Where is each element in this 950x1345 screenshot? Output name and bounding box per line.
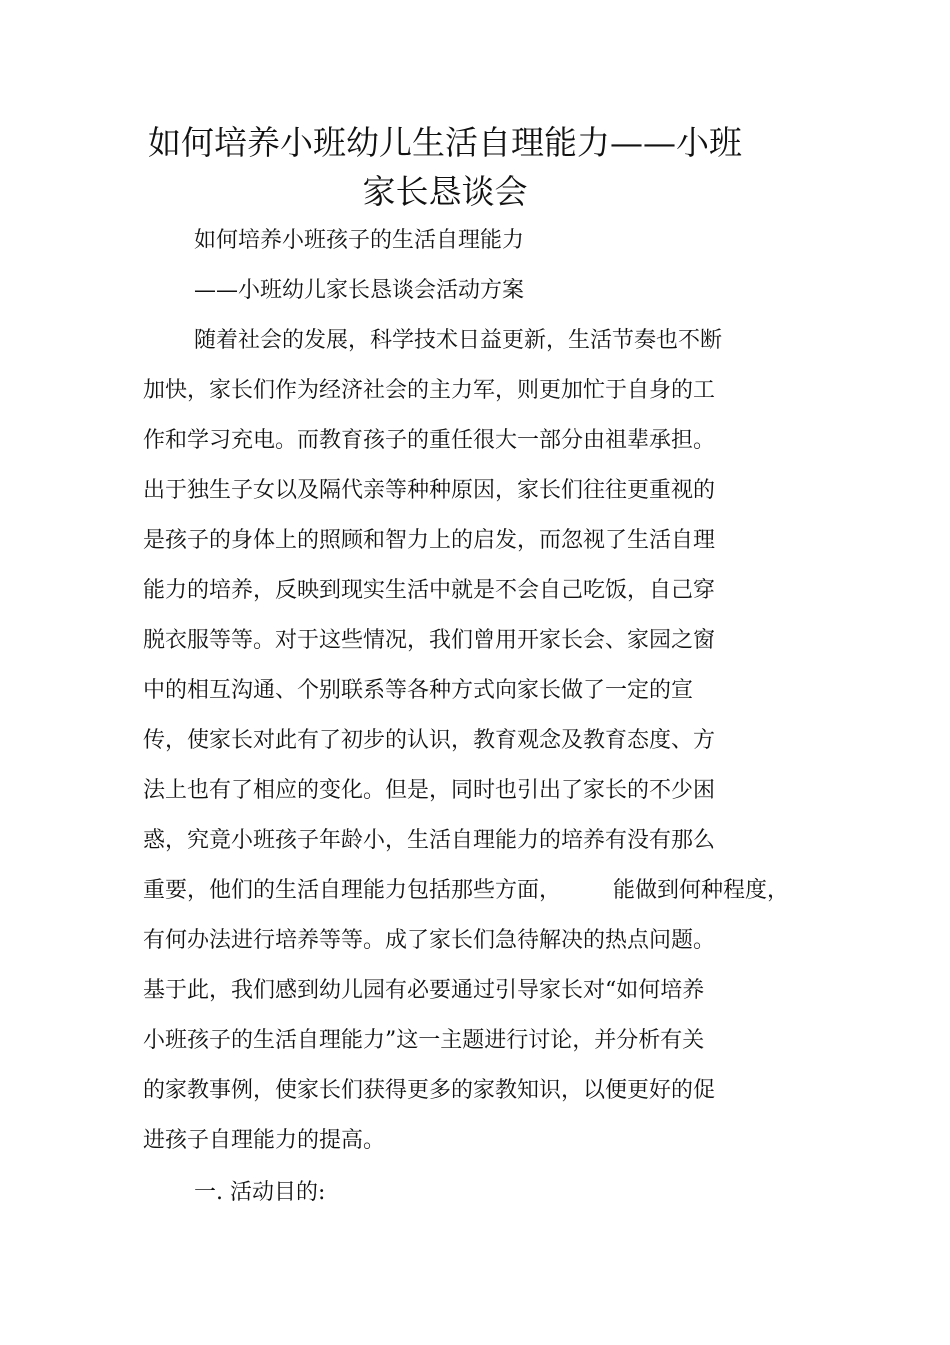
document-title-line-1: 如何培养小班幼儿生活自理能力——小班 xyxy=(148,123,742,162)
subtitle-line-1: 如何培养小班孩子的生活自理能力 xyxy=(194,228,525,253)
body-paragraph-line: 随着社会的发展，科学技术日益更新，生活节奏也不断 xyxy=(194,328,723,353)
body-paragraph-line: 惑，究竟小班孩子年龄小，生活自理能力的培养有没有那么 xyxy=(143,828,716,853)
body-paragraph-line: 是孩子的身体上的照顾和智力上的启发，而忽视了生活自理 xyxy=(143,528,716,553)
body-paragraph-line: 的家教事例，使家长们获得更多的家教知识，以便更好的促 xyxy=(143,1078,716,1103)
document-title-line-2: 家长恳谈会 xyxy=(362,172,528,211)
body-paragraph-line: 传，使家长对此有了初步的认识，教育观念及教育态度、方 xyxy=(143,728,716,753)
body-paragraph-line: 进孩子自理能力的提高。 xyxy=(143,1128,386,1153)
body-line-segment: 能做到何种程度， xyxy=(613,878,790,903)
body-paragraph-line: 能力的培养，反映到现实生活中就是不会自己吃饭，自己穿 xyxy=(143,578,716,603)
body-line-segment: 重要，他们的生活自理能力包括那些方面， xyxy=(143,878,562,903)
body-paragraph-line: 法上也有了相应的变化。但是，同时也引出了家长的不少困 xyxy=(143,778,716,803)
body-paragraph-line: 基于此，我们感到幼儿园有必要通过引导家长对“如何培养 xyxy=(143,978,705,1003)
body-paragraph-line: 小班孩子的生活自理能力”这一主题进行讨论，并分析有关 xyxy=(143,1028,705,1053)
body-paragraph-line: 脱衣服等等。对于这些情况，我们曾用开家长会、家园之窗 xyxy=(143,628,716,653)
body-paragraph-line xyxy=(143,876,789,906)
subtitle-line-2: ——小班幼儿家长恳谈会活动方案 xyxy=(194,278,525,303)
body-paragraph-line: 作和学习充电。而教育孩子的重任很大一部分由祖辈承担。 xyxy=(143,428,716,453)
body-paragraph-line: 加快，家长们作为经济社会的主力军，则更加忙于自身的工 xyxy=(143,378,716,403)
body-paragraph-line: 中的相互沟通、个别联系等各种方式向家长做了一定的宣 xyxy=(143,678,694,703)
body-paragraph-line: 出于独生子女以及隔代亲等种种原因，家长们往往更重视的 xyxy=(143,478,716,503)
body-paragraph-line: 有何办法进行培养等等。成了家长们急待解决的热点问题。 xyxy=(143,928,716,953)
section-heading: 一. 活动目的: xyxy=(194,1180,326,1205)
